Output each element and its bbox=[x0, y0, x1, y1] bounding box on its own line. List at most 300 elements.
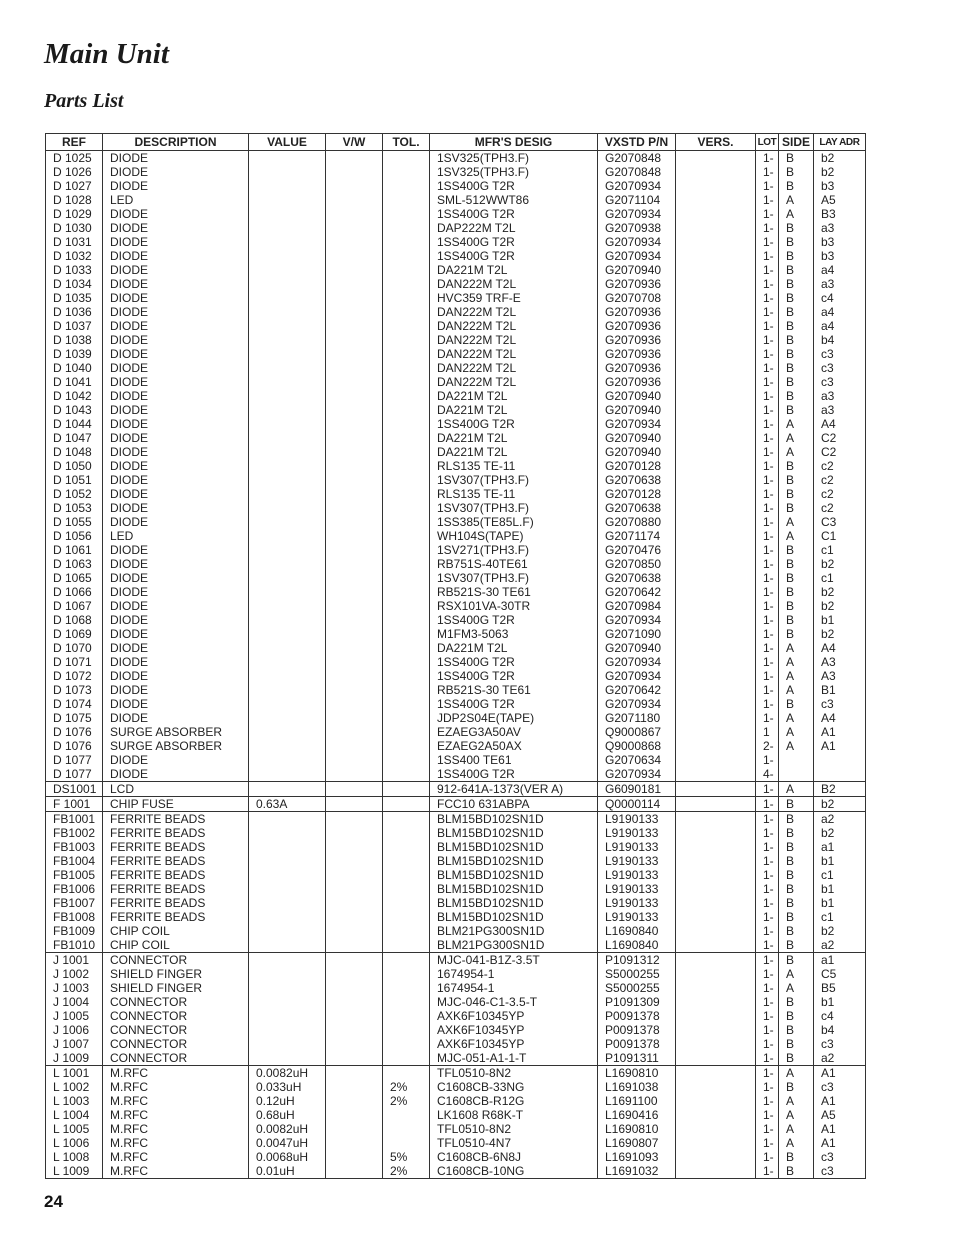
vw-cell bbox=[326, 375, 383, 389]
side-cell: B bbox=[779, 995, 814, 1009]
table-row bbox=[46, 361, 866, 375]
table-row bbox=[46, 967, 866, 981]
side-cell: A bbox=[779, 515, 814, 529]
table-row bbox=[46, 529, 866, 543]
lay-adr-cell: c1 bbox=[814, 543, 866, 557]
part-number-cell: G2070642 bbox=[598, 585, 676, 599]
value-cell bbox=[249, 445, 326, 459]
vers-cell bbox=[676, 1066, 756, 1081]
lot-cell: 1- bbox=[756, 938, 779, 953]
table-row bbox=[46, 797, 866, 812]
description-cell: FERRITE BEADS bbox=[103, 896, 249, 910]
lot-cell: 1- bbox=[756, 291, 779, 305]
ref-cell: D 1070 bbox=[46, 641, 103, 655]
description-cell: DIODE bbox=[103, 375, 249, 389]
lot-cell: 1- bbox=[756, 697, 779, 711]
description-cell: FERRITE BEADS bbox=[103, 826, 249, 840]
description-cell: LED bbox=[103, 193, 249, 207]
vers-cell bbox=[676, 179, 756, 193]
description-cell: DIODE bbox=[103, 571, 249, 585]
table-row bbox=[46, 319, 866, 333]
side-cell: B bbox=[779, 473, 814, 487]
value-cell bbox=[249, 165, 326, 179]
tol-cell bbox=[383, 417, 430, 431]
mfr-desig-cell: BLM15BD102SN1D bbox=[430, 840, 598, 854]
ref-cell: D 1029 bbox=[46, 207, 103, 221]
table-row bbox=[46, 627, 866, 641]
part-number-cell: P0091378 bbox=[598, 1023, 676, 1037]
table-row bbox=[46, 924, 866, 938]
side-cell: B bbox=[779, 585, 814, 599]
table-row bbox=[46, 487, 866, 501]
vers-cell bbox=[676, 557, 756, 571]
value-cell bbox=[249, 767, 326, 782]
side-cell: A bbox=[779, 782, 814, 797]
mfr-desig-cell: BLM15BD102SN1D bbox=[430, 882, 598, 896]
table-row bbox=[46, 767, 866, 782]
value-cell bbox=[249, 697, 326, 711]
description-cell: DIODE bbox=[103, 305, 249, 319]
tol-cell bbox=[383, 981, 430, 995]
vers-cell bbox=[676, 417, 756, 431]
side-cell: B bbox=[779, 613, 814, 627]
ref-cell: J 1004 bbox=[46, 995, 103, 1009]
part-number-cell: G2070940 bbox=[598, 263, 676, 277]
ref-cell: D 1032 bbox=[46, 249, 103, 263]
description-cell: DIODE bbox=[103, 459, 249, 473]
value-cell bbox=[249, 924, 326, 938]
description-cell: DIODE bbox=[103, 235, 249, 249]
ref-cell: D 1052 bbox=[46, 487, 103, 501]
lot-cell: 1- bbox=[756, 165, 779, 179]
mfr-desig-cell: DAN222M T2L bbox=[430, 305, 598, 319]
value-cell bbox=[249, 981, 326, 995]
vers-cell bbox=[676, 277, 756, 291]
vw-cell bbox=[326, 403, 383, 417]
ref-cell: D 1039 bbox=[46, 347, 103, 361]
lay-adr-cell: A4 bbox=[814, 417, 866, 431]
vw-cell bbox=[326, 641, 383, 655]
ref-cell: D 1037 bbox=[46, 319, 103, 333]
part-number-cell: L1690810 bbox=[598, 1066, 676, 1081]
part-number-cell: G2070934 bbox=[598, 417, 676, 431]
table-row bbox=[46, 221, 866, 235]
value-cell: 0.01uH bbox=[249, 1164, 326, 1179]
tol-cell bbox=[383, 333, 430, 347]
vw-cell bbox=[326, 753, 383, 767]
lot-cell: 1- bbox=[756, 179, 779, 193]
description-cell: DIODE bbox=[103, 333, 249, 347]
part-number-cell: G2070128 bbox=[598, 459, 676, 473]
part-number-cell: P1091312 bbox=[598, 953, 676, 968]
lot-cell: 1- bbox=[756, 333, 779, 347]
ref-cell: D 1061 bbox=[46, 543, 103, 557]
mfr-desig-cell: EZAEG3A50AV bbox=[430, 725, 598, 739]
lot-cell: 1- bbox=[756, 487, 779, 501]
lot-cell: 1- bbox=[756, 1023, 779, 1037]
vw-cell bbox=[326, 938, 383, 953]
part-number-cell: G2070936 bbox=[598, 347, 676, 361]
lot-cell: 1- bbox=[756, 263, 779, 277]
table-row bbox=[46, 599, 866, 613]
lay-adr-cell: A4 bbox=[814, 641, 866, 655]
vers-cell bbox=[676, 711, 756, 725]
ref-cell: FB1009 bbox=[46, 924, 103, 938]
side-cell: A bbox=[779, 981, 814, 995]
table-row bbox=[46, 1094, 866, 1108]
tol-cell bbox=[383, 431, 430, 445]
side-cell: B bbox=[779, 938, 814, 953]
description-cell: CHIP COIL bbox=[103, 924, 249, 938]
lot-cell: 1- bbox=[756, 571, 779, 585]
lot-cell: 1- bbox=[756, 627, 779, 641]
side-cell: B bbox=[779, 599, 814, 613]
part-number-cell: G2070880 bbox=[598, 515, 676, 529]
side-cell: B bbox=[779, 812, 814, 827]
vw-cell bbox=[326, 725, 383, 739]
vw-cell bbox=[326, 445, 383, 459]
tol-cell bbox=[383, 347, 430, 361]
vw-cell bbox=[326, 263, 383, 277]
side-cell: B bbox=[779, 487, 814, 501]
vers-cell bbox=[676, 487, 756, 501]
lay-adr-cell: c3 bbox=[814, 1164, 866, 1179]
table-row bbox=[46, 1066, 866, 1081]
table-row bbox=[46, 725, 866, 739]
part-number-cell: G2071174 bbox=[598, 529, 676, 543]
vers-cell bbox=[676, 375, 756, 389]
part-number-cell: G2070940 bbox=[598, 445, 676, 459]
side-cell: A bbox=[779, 641, 814, 655]
lot-cell: 1- bbox=[756, 782, 779, 797]
vw-cell bbox=[326, 459, 383, 473]
part-number-cell: G2070934 bbox=[598, 613, 676, 627]
vw-cell bbox=[326, 627, 383, 641]
vers-cell bbox=[676, 305, 756, 319]
part-number-cell: L9190133 bbox=[598, 882, 676, 896]
lot-cell: 1- bbox=[756, 1037, 779, 1051]
lot-cell: 1- bbox=[756, 599, 779, 613]
vers-cell bbox=[676, 473, 756, 487]
part-number-cell: G6090181 bbox=[598, 782, 676, 797]
lot-cell: 1- bbox=[756, 585, 779, 599]
value-cell bbox=[249, 529, 326, 543]
side-cell: B bbox=[779, 571, 814, 585]
tol-cell bbox=[383, 767, 430, 782]
value-cell bbox=[249, 249, 326, 263]
value-cell bbox=[249, 333, 326, 347]
value-cell bbox=[249, 995, 326, 1009]
vw-cell bbox=[326, 431, 383, 445]
ref-cell: FB1004 bbox=[46, 854, 103, 868]
value-cell bbox=[249, 1023, 326, 1037]
ref-cell: FB1008 bbox=[46, 910, 103, 924]
lay-adr-cell: B2 bbox=[814, 782, 866, 797]
ref-cell: D 1066 bbox=[46, 585, 103, 599]
table-row bbox=[46, 739, 866, 753]
mfr-desig-cell: BLM15BD102SN1D bbox=[430, 896, 598, 910]
ref-cell: D 1050 bbox=[46, 459, 103, 473]
value-cell bbox=[249, 655, 326, 669]
part-number-cell: P1091311 bbox=[598, 1051, 676, 1066]
lay-adr-cell: b2 bbox=[814, 797, 866, 812]
lay-adr-cell: b2 bbox=[814, 585, 866, 599]
value-cell bbox=[249, 812, 326, 827]
part-number-cell: G2070850 bbox=[598, 557, 676, 571]
value-cell: 0.63A bbox=[249, 797, 326, 812]
part-number-cell: G2070984 bbox=[598, 599, 676, 613]
lot-cell: 1- bbox=[756, 797, 779, 812]
description-cell: M.RFC bbox=[103, 1150, 249, 1164]
ref-cell: D 1047 bbox=[46, 431, 103, 445]
tol-cell bbox=[383, 739, 430, 753]
tol-cell bbox=[383, 515, 430, 529]
description-cell: DIODE bbox=[103, 361, 249, 375]
mfr-desig-cell: 1SV307(TPH3.F) bbox=[430, 571, 598, 585]
table-row bbox=[46, 711, 866, 725]
value-cell: 0.68uH bbox=[249, 1108, 326, 1122]
vw-cell bbox=[326, 165, 383, 179]
ref-cell: D 1038 bbox=[46, 333, 103, 347]
part-number-cell: L1690840 bbox=[598, 924, 676, 938]
lay-adr-cell: A1 bbox=[814, 1136, 866, 1150]
ref-cell: J 1005 bbox=[46, 1009, 103, 1023]
mfr-desig-cell: DAN222M T2L bbox=[430, 277, 598, 291]
description-cell: DIODE bbox=[103, 263, 249, 277]
lot-cell: 1- bbox=[756, 501, 779, 515]
lay-adr-cell: C5 bbox=[814, 967, 866, 981]
lay-adr-cell: B5 bbox=[814, 981, 866, 995]
description-cell: DIODE bbox=[103, 655, 249, 669]
value-cell bbox=[249, 910, 326, 924]
description-cell: DIODE bbox=[103, 207, 249, 221]
vers-cell bbox=[676, 767, 756, 782]
mfr-desig-cell: DA221M T2L bbox=[430, 263, 598, 277]
tol-cell bbox=[383, 165, 430, 179]
side-cell: B bbox=[779, 333, 814, 347]
part-number-cell: G2070934 bbox=[598, 179, 676, 193]
lot-cell: 1- bbox=[756, 1080, 779, 1094]
ref-cell: D 1040 bbox=[46, 361, 103, 375]
table-row bbox=[46, 473, 866, 487]
column-header: VERS. bbox=[676, 134, 756, 151]
lot-cell: 1- bbox=[756, 1094, 779, 1108]
column-header: V/W bbox=[326, 134, 383, 151]
side-cell: B bbox=[779, 1023, 814, 1037]
tol-cell bbox=[383, 193, 430, 207]
lay-adr-cell: B3 bbox=[814, 207, 866, 221]
table-row bbox=[46, 585, 866, 599]
part-number-cell: G2070936 bbox=[598, 375, 676, 389]
description-cell: DIODE bbox=[103, 599, 249, 613]
mfr-desig-cell: BLM21PG300SN1D bbox=[430, 938, 598, 953]
description-cell: M.RFC bbox=[103, 1080, 249, 1094]
value-cell bbox=[249, 739, 326, 753]
description-cell: SHIELD FINGER bbox=[103, 967, 249, 981]
table-row bbox=[46, 613, 866, 627]
description-cell: SURGE ABSORBER bbox=[103, 725, 249, 739]
mfr-desig-cell: WH104S(TAPE) bbox=[430, 529, 598, 543]
value-cell bbox=[249, 953, 326, 968]
side-cell: A bbox=[779, 193, 814, 207]
value-cell bbox=[249, 431, 326, 445]
ref-cell: D 1042 bbox=[46, 389, 103, 403]
ref-cell: D 1076 bbox=[46, 725, 103, 739]
lay-adr-cell: b2 bbox=[814, 165, 866, 179]
mfr-desig-cell: C1608CB-6N8J bbox=[430, 1150, 598, 1164]
value-cell bbox=[249, 417, 326, 431]
vers-cell bbox=[676, 1136, 756, 1150]
table-row bbox=[46, 981, 866, 995]
vers-cell bbox=[676, 431, 756, 445]
vw-cell bbox=[326, 868, 383, 882]
tol-cell bbox=[383, 1108, 430, 1122]
tol-cell bbox=[383, 882, 430, 896]
value-cell bbox=[249, 207, 326, 221]
vers-cell bbox=[676, 235, 756, 249]
ref-cell: D 1075 bbox=[46, 711, 103, 725]
lay-adr-cell: a4 bbox=[814, 305, 866, 319]
vers-cell bbox=[676, 641, 756, 655]
vers-cell bbox=[676, 697, 756, 711]
vers-cell bbox=[676, 1051, 756, 1066]
description-cell: DIODE bbox=[103, 445, 249, 459]
ref-cell: FB1002 bbox=[46, 826, 103, 840]
lot-cell: 1- bbox=[756, 910, 779, 924]
ref-cell: D 1035 bbox=[46, 291, 103, 305]
vw-cell bbox=[326, 655, 383, 669]
vw-cell bbox=[326, 543, 383, 557]
description-cell: M.RFC bbox=[103, 1094, 249, 1108]
ref-cell: D 1041 bbox=[46, 375, 103, 389]
ref-cell: J 1007 bbox=[46, 1037, 103, 1051]
vw-cell bbox=[326, 967, 383, 981]
vers-cell bbox=[676, 882, 756, 896]
vw-cell bbox=[326, 840, 383, 854]
vers-cell bbox=[676, 854, 756, 868]
side-cell: B bbox=[779, 165, 814, 179]
part-number-cell: P0091378 bbox=[598, 1009, 676, 1023]
value-cell bbox=[249, 361, 326, 375]
part-number-cell: S5000255 bbox=[598, 981, 676, 995]
part-number-cell: G2070638 bbox=[598, 501, 676, 515]
table-row bbox=[46, 1164, 866, 1179]
side-cell: A bbox=[779, 669, 814, 683]
ref-cell: L 1001 bbox=[46, 1066, 103, 1081]
description-cell: CHIP FUSE bbox=[103, 797, 249, 812]
value-cell bbox=[249, 854, 326, 868]
part-number-cell: G2070934 bbox=[598, 655, 676, 669]
mfr-desig-cell: 1SS400G T2R bbox=[430, 235, 598, 249]
vw-cell bbox=[326, 389, 383, 403]
ref-cell: L 1002 bbox=[46, 1080, 103, 1094]
description-cell: CHIP COIL bbox=[103, 938, 249, 953]
ref-cell: D 1043 bbox=[46, 403, 103, 417]
lot-cell: 1- bbox=[756, 207, 779, 221]
value-cell bbox=[249, 840, 326, 854]
side-cell: A bbox=[779, 1108, 814, 1122]
vers-cell bbox=[676, 910, 756, 924]
lot-cell: 1- bbox=[756, 319, 779, 333]
vers-cell bbox=[676, 389, 756, 403]
table-row bbox=[46, 669, 866, 683]
description-cell: M.RFC bbox=[103, 1066, 249, 1081]
value-cell bbox=[249, 938, 326, 953]
tol-cell bbox=[383, 473, 430, 487]
lot-cell: 1- bbox=[756, 868, 779, 882]
vw-cell bbox=[326, 669, 383, 683]
part-number-cell: L1691038 bbox=[598, 1080, 676, 1094]
mfr-desig-cell: 1674954-1 bbox=[430, 981, 598, 995]
part-number-cell: G2071090 bbox=[598, 627, 676, 641]
table-row bbox=[46, 882, 866, 896]
vw-cell bbox=[326, 896, 383, 910]
mfr-desig-cell: M1FM3-5063 bbox=[430, 627, 598, 641]
lay-adr-cell: a2 bbox=[814, 812, 866, 827]
lot-cell: 1- bbox=[756, 543, 779, 557]
table-row bbox=[46, 375, 866, 389]
tol-cell bbox=[383, 305, 430, 319]
vers-cell bbox=[676, 924, 756, 938]
lay-adr-cell: b2 bbox=[814, 826, 866, 840]
table-row bbox=[46, 431, 866, 445]
vers-cell bbox=[676, 571, 756, 585]
lot-cell: 1- bbox=[756, 361, 779, 375]
mfr-desig-cell: 1SV325(TPH3.F) bbox=[430, 165, 598, 179]
mfr-desig-cell: 1SS400G T2R bbox=[430, 179, 598, 193]
ref-cell: J 1006 bbox=[46, 1023, 103, 1037]
side-cell bbox=[779, 753, 814, 767]
value-cell bbox=[249, 557, 326, 571]
column-header: TOL. bbox=[383, 134, 430, 151]
mfr-desig-cell: C1608CB-R12G bbox=[430, 1094, 598, 1108]
vers-cell bbox=[676, 1150, 756, 1164]
side-cell: B bbox=[779, 826, 814, 840]
vers-cell bbox=[676, 263, 756, 277]
mfr-desig-cell: DAN222M T2L bbox=[430, 347, 598, 361]
value-cell: 0.0082uH bbox=[249, 1122, 326, 1136]
vers-cell bbox=[676, 812, 756, 827]
ref-cell: D 1053 bbox=[46, 501, 103, 515]
part-number-cell: G2070936 bbox=[598, 361, 676, 375]
description-cell: DIODE bbox=[103, 347, 249, 361]
part-number-cell: G2070934 bbox=[598, 669, 676, 683]
part-number-cell: G2070936 bbox=[598, 277, 676, 291]
part-number-cell: P0091378 bbox=[598, 1037, 676, 1051]
side-cell: B bbox=[779, 263, 814, 277]
value-cell bbox=[249, 613, 326, 627]
part-number-cell: L9190133 bbox=[598, 910, 676, 924]
vw-cell bbox=[326, 599, 383, 613]
lot-cell: 1- bbox=[756, 981, 779, 995]
lot-cell: 1- bbox=[756, 753, 779, 767]
side-cell: A bbox=[779, 683, 814, 697]
description-cell: DIODE bbox=[103, 431, 249, 445]
table-row bbox=[46, 1051, 866, 1066]
tol-cell bbox=[383, 613, 430, 627]
side-cell: B bbox=[779, 501, 814, 515]
mfr-desig-cell: 1SS400G T2R bbox=[430, 207, 598, 221]
vw-cell bbox=[326, 1164, 383, 1179]
description-cell: M.RFC bbox=[103, 1108, 249, 1122]
description-cell: DIODE bbox=[103, 627, 249, 641]
side-cell: B bbox=[779, 1051, 814, 1066]
lay-adr-cell: c1 bbox=[814, 571, 866, 585]
table-row bbox=[46, 697, 866, 711]
part-number-cell: L1690810 bbox=[598, 1122, 676, 1136]
vw-cell bbox=[326, 193, 383, 207]
mfr-desig-cell: 1SS400G T2R bbox=[430, 249, 598, 263]
